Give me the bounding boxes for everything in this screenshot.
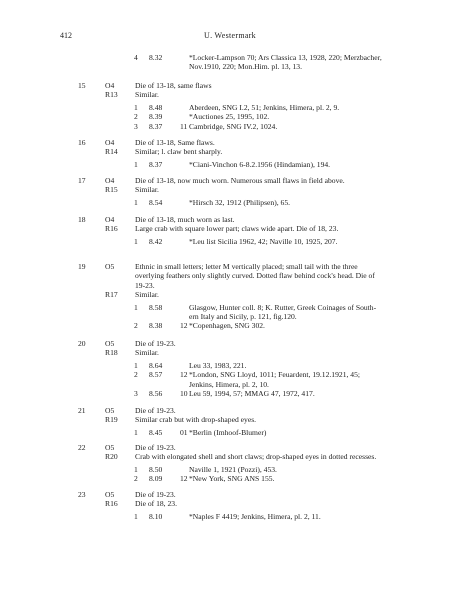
entry-description-line bbox=[0, 215, 460, 224]
entry-description-line bbox=[0, 348, 460, 357]
entry-20 bbox=[0, 339, 460, 398]
description-text: Die of 13-18, same flaws bbox=[135, 81, 212, 90]
specimen-line bbox=[0, 361, 460, 370]
die-axis: 12 bbox=[180, 321, 188, 331]
specimen-line bbox=[0, 112, 460, 121]
specimen-reference: *Leu list Sicilia 1962, 42; Naville 10, 1925, 207. bbox=[189, 236, 338, 246]
obverse-die: O5 bbox=[105, 443, 115, 452]
specimen-reference: *Hirsch 32, 1912 (Philipsen), 65. bbox=[189, 197, 291, 207]
entry-number: 15 bbox=[78, 81, 86, 90]
description-text: Die of 19-23. bbox=[135, 490, 176, 499]
entry-cont bbox=[0, 53, 460, 72]
reverse-die: R13 bbox=[105, 90, 118, 100]
specimen-number: 2 bbox=[134, 112, 138, 122]
specimen-line bbox=[0, 474, 460, 483]
entry-description-line bbox=[0, 406, 460, 415]
specimen-reference: Leu 33, 1983, 221. bbox=[189, 360, 247, 370]
die-axis: 12 bbox=[180, 474, 188, 484]
specimen-number: 1 bbox=[134, 302, 138, 312]
specimen-number: 1 bbox=[134, 236, 138, 246]
page-number: 412 bbox=[60, 31, 72, 40]
specimen-line bbox=[0, 380, 460, 389]
specimen-reference: Leu 59, 1994, 57; MMAG 47, 1972, 417. bbox=[189, 388, 315, 398]
specimen-line bbox=[0, 303, 460, 312]
specimen-reference: Naville 1, 1921 (Pozzi), 453. bbox=[189, 464, 277, 474]
description-text: Crab with elongated shell and short claws; drop-shaped eyes in dotted recesses. bbox=[135, 452, 377, 462]
obverse-die: O5 bbox=[105, 339, 115, 348]
reverse-die: R19 bbox=[105, 415, 118, 425]
specimen-number: 1 bbox=[134, 159, 138, 169]
specimen-weight: 8.32 bbox=[149, 53, 163, 62]
specimen-reference: Cambridge, SNG IV.2, 1024. bbox=[189, 121, 278, 131]
description-text: Die of 19-23. bbox=[135, 443, 176, 452]
die-axis: 10 bbox=[180, 388, 188, 398]
specimen-number: 4 bbox=[134, 53, 138, 62]
specimen-weight: 8.54 bbox=[149, 197, 163, 207]
specimen-weight: 8.64 bbox=[149, 360, 163, 370]
specimen-weight: 8.45 bbox=[149, 427, 163, 437]
specimen-line bbox=[0, 160, 460, 169]
specimen-reference: Jenkins, Himera, pl. 2, 10. bbox=[189, 379, 269, 389]
specimen-weight: 8.48 bbox=[149, 102, 163, 112]
entry-description-line bbox=[0, 185, 460, 194]
reverse-die: R15 bbox=[105, 185, 118, 195]
specimen-weight: 8.09 bbox=[149, 474, 163, 484]
description-text: Similar. bbox=[135, 290, 159, 300]
specimen-line bbox=[0, 389, 460, 398]
entry-description-line bbox=[0, 90, 460, 99]
entry-description-line bbox=[0, 490, 460, 499]
specimen-number: 1 bbox=[134, 360, 138, 370]
entry-description-line bbox=[0, 415, 460, 424]
reverse-die: R16 bbox=[105, 499, 118, 509]
obverse-die: O5 bbox=[105, 262, 115, 271]
entry-description-line bbox=[0, 290, 460, 299]
entry-19 bbox=[0, 262, 460, 331]
entry-description-line bbox=[0, 138, 460, 147]
description-text: Die of 13-18, much worn as last. bbox=[135, 215, 235, 224]
specimen-number: 3 bbox=[134, 121, 138, 131]
specimen-weight: 8.39 bbox=[149, 112, 163, 122]
entry-15 bbox=[0, 81, 460, 131]
specimen-reference: *New York, SNG ANS 155. bbox=[189, 474, 275, 484]
specimen-reference: *Locker-Lampson 70; Ars Classica 13, 1928, 220; Merzbacher, bbox=[189, 53, 382, 62]
specimen-reference: *Naples F 4419; Jenkins, Himera, pl. 2, 11. bbox=[189, 511, 321, 521]
description-text: Similar; l. claw bent sharply. bbox=[135, 147, 223, 157]
entry-description-line bbox=[0, 176, 460, 185]
entry-18 bbox=[0, 215, 460, 246]
entry-description-line bbox=[0, 452, 460, 461]
description-text: Large crab with square lower part; claws wide apart. Die of 18, 23. bbox=[135, 224, 339, 234]
description-text: Similar crab but with drop-shaped eyes. bbox=[135, 415, 257, 425]
die-axis: 01 bbox=[180, 427, 188, 437]
obverse-die: O4 bbox=[105, 176, 115, 185]
specimen-reference: ern Italy and Sicily, p. 121, fig.120. bbox=[189, 311, 297, 321]
description-text: Similar. bbox=[135, 90, 159, 100]
specimen-number: 1 bbox=[134, 464, 138, 474]
entry-number: 21 bbox=[78, 406, 86, 415]
description-text: Die of 19-23. bbox=[135, 406, 176, 415]
entry-23 bbox=[0, 490, 460, 521]
specimen-number: 1 bbox=[134, 197, 138, 207]
entry-number: 16 bbox=[78, 138, 86, 147]
entry-16 bbox=[0, 138, 460, 169]
reverse-die: R20 bbox=[105, 452, 118, 462]
entry-number: 17 bbox=[78, 176, 86, 185]
entry-description-line bbox=[0, 147, 460, 156]
entry-description-line bbox=[0, 262, 460, 271]
specimen-reference: Aberdeen, SNG I.2, 51; Jenkins, Himera, pl. 2, 9. bbox=[189, 102, 340, 112]
specimen-weight: 8.57 bbox=[149, 370, 163, 380]
die-axis: 12 bbox=[180, 370, 188, 380]
specimen-line bbox=[0, 465, 460, 474]
entry-description-line bbox=[0, 81, 460, 90]
specimen-reference: *Ciani-Vinchon 6-8.2.1956 (Hindamian), 194. bbox=[189, 159, 331, 169]
obverse-die: O4 bbox=[105, 215, 115, 224]
specimen-number: 1 bbox=[134, 102, 138, 112]
entry-description-line bbox=[0, 499, 460, 508]
entry-number: 23 bbox=[78, 490, 86, 499]
specimen-line bbox=[0, 237, 460, 246]
entry-description-line bbox=[0, 224, 460, 233]
running-title: U. Westermark bbox=[204, 31, 256, 40]
obverse-die: O5 bbox=[105, 490, 115, 499]
obverse-die: O4 bbox=[105, 138, 115, 147]
specimen-line bbox=[0, 122, 460, 131]
specimen-line bbox=[0, 62, 460, 71]
specimen-reference: Nov.1910, 220; Mon.Him. pl. 13, 13. bbox=[189, 62, 302, 72]
entry-21 bbox=[0, 406, 460, 437]
entry-description-line bbox=[0, 339, 460, 348]
running-header bbox=[0, 31, 460, 43]
specimen-weight: 8.10 bbox=[149, 511, 163, 521]
entry-number: 19 bbox=[78, 262, 86, 271]
specimen-reference: Glasgow, Hunter coll. 8; K. Rutter, Greek Coinages of South- bbox=[189, 302, 377, 312]
specimen-number: 2 bbox=[134, 370, 138, 380]
reverse-die: R17 bbox=[105, 290, 118, 300]
specimen-line bbox=[0, 428, 460, 437]
description-text: Ethnic in small letters; letter M vertically placed; small tail with the three bbox=[135, 262, 358, 271]
specimen-weight: 8.42 bbox=[149, 236, 163, 246]
reverse-die: R14 bbox=[105, 147, 118, 157]
specimen-line bbox=[0, 312, 460, 321]
specimen-line bbox=[0, 198, 460, 207]
specimen-line bbox=[0, 103, 460, 112]
specimen-number: 2 bbox=[134, 474, 138, 484]
description-text: Similar. bbox=[135, 348, 159, 358]
specimen-number: 1 bbox=[134, 427, 138, 437]
specimen-line bbox=[0, 53, 460, 62]
entry-description-line bbox=[0, 443, 460, 452]
description-text: Die of 18, 23. bbox=[135, 499, 177, 509]
entry-description-line bbox=[0, 271, 460, 280]
specimen-weight: 8.38 bbox=[149, 321, 163, 331]
reverse-die: R16 bbox=[105, 224, 118, 234]
description-text: Die of 19-23. bbox=[135, 339, 176, 348]
specimen-reference: *London, SNG Lloyd, 1011; Feuardent, 19.12.1921, 45; bbox=[189, 370, 360, 380]
specimen-line bbox=[0, 370, 460, 379]
description-text: Die of 13-18, now much worn. Numerous small flaws in field above. bbox=[135, 176, 345, 185]
specimen-number: 2 bbox=[134, 321, 138, 331]
specimen-weight: 8.50 bbox=[149, 464, 163, 474]
obverse-die: O5 bbox=[105, 406, 115, 415]
specimen-reference: *Auctiones 25, 1995, 102. bbox=[189, 112, 270, 122]
obverse-die: O4 bbox=[105, 81, 115, 90]
specimen-weight: 8.58 bbox=[149, 302, 163, 312]
description-text: 19-23. bbox=[135, 280, 155, 290]
specimen-number: 3 bbox=[134, 388, 138, 398]
entry-description-line bbox=[0, 281, 460, 290]
specimen-reference: *Copenhagen, SNG 302. bbox=[189, 321, 265, 331]
description-text: Die of 13-18, Same flaws. bbox=[135, 138, 215, 147]
reverse-die: R18 bbox=[105, 348, 118, 358]
entry-number: 22 bbox=[78, 443, 86, 452]
specimen-reference: *Berlin (Imhoof-Blumer) bbox=[189, 427, 267, 437]
specimen-weight: 8.56 bbox=[149, 388, 163, 398]
description-text: Similar. bbox=[135, 185, 159, 195]
entry-17 bbox=[0, 176, 460, 207]
specimen-line bbox=[0, 512, 460, 521]
entry-number: 18 bbox=[78, 215, 86, 224]
entry-number: 20 bbox=[78, 339, 86, 348]
die-axis: 11 bbox=[180, 121, 188, 131]
entry-22 bbox=[0, 443, 460, 484]
specimen-weight: 8.37 bbox=[149, 121, 163, 131]
specimen-line bbox=[0, 321, 460, 330]
specimen-number: 1 bbox=[134, 511, 138, 521]
description-text: overlying feathers only slightly curved. Dotted flaw behind cock's head. Die of bbox=[135, 271, 375, 281]
specimen-weight: 8.37 bbox=[149, 159, 163, 169]
